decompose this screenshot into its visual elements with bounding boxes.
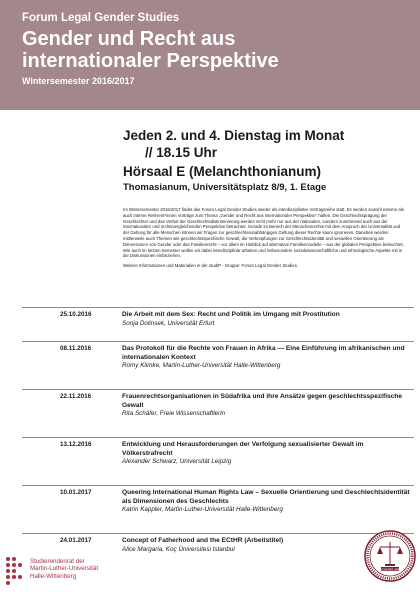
event-speaker: Alice Margaria, Koç Üniversitesi Istanbul [122,545,235,553]
event-date: 08.11.2016 [60,345,92,352]
event-speaker: Katrin Kappler, Martin-Luther-Universität Halle-Wittenberg [122,506,283,513]
series-title: Forum Legal Gender Studies [22,12,180,24]
intro-paragraph: Im Wintersemester 2016/2017 findet das Forum Legal Gender Studies wieder als interdisziplinäre Vortragsreihe statt. Es werden sowohl externe als auch interne Referent*innen Vorträge zum Thema „Gender und Recht aus internationaler Perspektive" halten. Die Geschlechtsprägung der Geschlechter und das Verbot der Geschlechtsdiskriminierung werden nicht mehr nur aus der nationalen, sondern zunehmend auch aus der internationalen und rechtsvergleichenden Perspektive betrachtet. Gerade im Bereich der Menschenrechte mit dem Anspruch der Universalität und der Geltung für alle Menschen können wir Fragen zur geschlechterunabhängigen Geltung dieser Rechte kaum ignorieren. Daneben werden mittlerweile auch Themen wie geschlechtsspezifische Gewalt, die Verknüpfungen zur Geschlechtsidentität und sexuellen Orientierung als Dimensionen von Gender oder das Familienrecht – vor allem im Hinblick auf alternative Familienmodelle – aus der globalen Perspektive beleuchtet. Wie auch im letzten Semester wollen wir dabei interdisziplinär arbeiten und insbesondere sozialwissenschaftliche und ethnologische Aspekte mit in die Diskussionen einbeziehen. [123,207,404,259]
event-speaker: Sonja Dolinsek, Universität Erfurt [122,319,215,327]
event-date: 24.01.2017 [60,537,92,544]
schedule-address: Thomasianum, Universitätsplatz 8/9, 1. Etage [123,182,327,193]
intro-more-info: Weitere Informationen und Materialien in der studIP - Gruppe: Forum Legal Gender Studies. [123,263,298,269]
event-date: 10.01.2017 [60,489,92,496]
logo-line1: Studierendenrat der [30,558,85,565]
schedule-block [123,127,413,194]
event-title: Concept of Fatherhood and the ECtHR (Arbeitstitel) [122,537,284,544]
main-title-line1: Gender und Recht aus [22,28,236,50]
event-speaker: Rita Schäfer, Freie Wissenschaftlerin [122,410,226,417]
schedule-room: Hörsaal E (Melanchthonianum) [123,164,322,179]
event-row [22,307,414,341]
logo-line3: Halle-Wittenberg [30,572,77,580]
logo-dots-icon [6,557,28,585]
event-speaker: Alexander Schwarz, Universität Leipzig [122,458,232,465]
logo-text [30,558,98,580]
event-date: 22.11.2016 [60,393,92,400]
schedule-days: Jeden 2. und 4. Dienstag im Monat [123,128,345,143]
semester-label: Wintersemester 2016/2017 [22,76,135,86]
event-date: 13.12.2016 [60,441,92,448]
event-row [22,485,414,533]
faculty-seal-icon [364,530,416,582]
event-row [22,389,414,437]
seal-text: FACULTAS JURA [377,567,403,572]
event-row [22,437,414,485]
logo-line2: Martin-Luther-Universität [30,565,99,573]
intro-text [123,207,407,269]
header-banner [0,0,420,110]
event-title: Die Arbeit mit dem Sex: Recht und Politik im Umgang mit Prostitution [122,311,340,318]
schedule-time: // 18.15 Uhr [145,145,218,160]
event-list [22,307,414,567]
event-title: Frauenrechtsorganisationen in Südafrika und ihre Ansätze gegen geschlechtsspezifische Gewalt [122,393,403,409]
event-date: 25.10.2016 [60,311,92,318]
studierendenrat-logo [6,553,126,589]
main-title-line2: internationaler Perspektive [22,50,279,72]
event-speaker: Romy Klimke, Martin-Luther-Universität Halle-Wittenberg [122,362,281,369]
event-title: Entwicklung und Herausforderungen der Verfolgung sexualisierter Gewalt im Völkerstrafrecht [122,441,364,457]
event-title: Das Protokoll für die Rechte von Frauen in Afrika — Eine Einführung im afrikanischen und internationalen Kontext [122,345,405,361]
event-row [22,341,414,389]
event-title: Queering International Human Rights Law – Sexuelle Orientierung und Geschlechtsidentität als Dimensionen des Geschlechts [122,489,410,505]
